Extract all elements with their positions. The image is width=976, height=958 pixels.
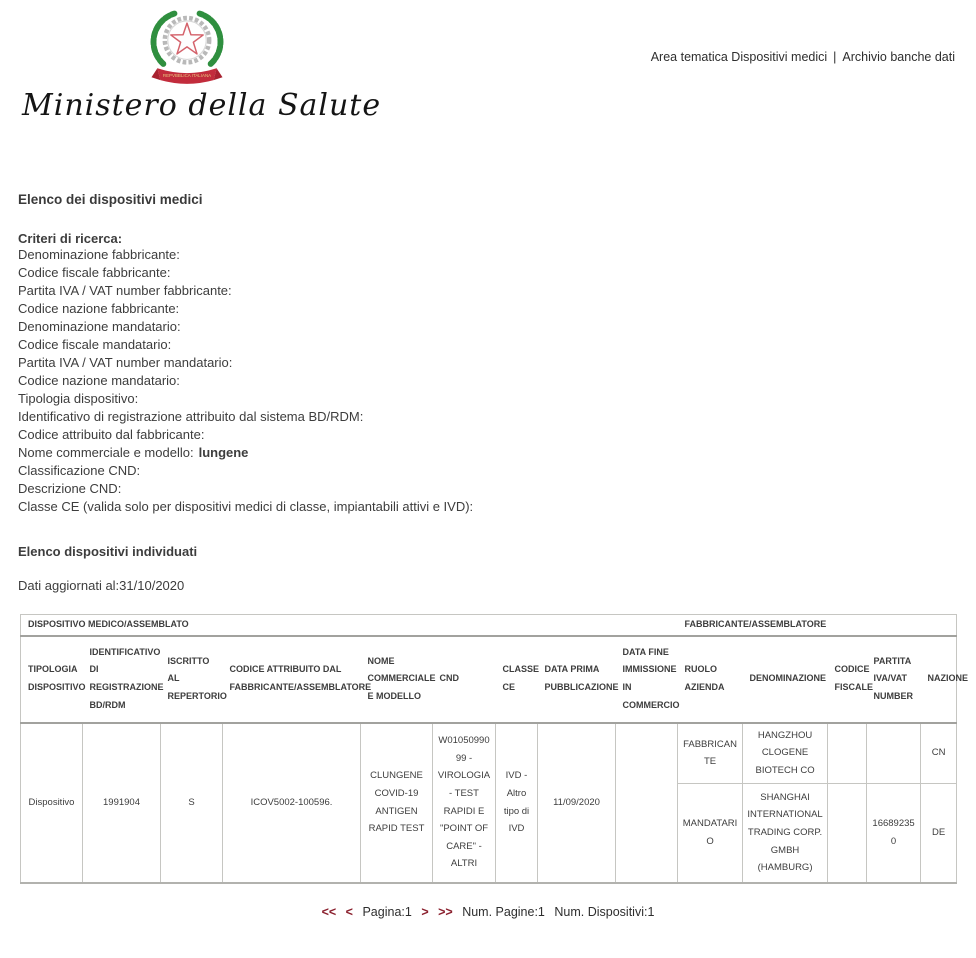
italy-emblem-icon <box>150 3 224 87</box>
cell-cnd: W0105099099 - VIROLOGIA - TEST RAPIDI E "POINT OF CARE" - ALTRI <box>433 723 496 883</box>
first-page-link[interactable]: << <box>321 904 337 919</box>
devices-table <box>20 614 969 884</box>
cell-iscritto: S <box>161 723 223 883</box>
criteria-line-codice-attribuito: Codice attribuito dal fabbricante: <box>18 427 205 442</box>
col-header-tipologia-dispositivo: TIPOLOGIA DISPOSITIVO <box>21 636 83 723</box>
prev-page-link[interactable]: < <box>345 904 353 919</box>
cell-codice-fiscale-mandatario <box>828 784 867 883</box>
col-header-identificativo-registrazione: IDENTIFICATIVO DI REGISTRAZIONE BD/RDM <box>83 636 161 723</box>
cell-classe-ce: IVD - Altro tipo di IVD <box>496 723 538 883</box>
cell-data-fine-immissione <box>616 723 678 883</box>
cell-denominazione-mandatario: SHANGHAI INTERNATIONAL TRADING CORP. GMBH (HAMBURG) <box>743 784 828 883</box>
col-header-classe-ce: CLASSE CE <box>496 636 538 723</box>
table-group-header-row <box>21 615 957 636</box>
criteria-line-denominazione-fabbricante: Denominazione fabbricante: <box>18 247 180 262</box>
top-nav <box>651 50 955 64</box>
col-header-nazione: NAZIONE <box>921 636 957 723</box>
cell-denominazione-fabbricante: HANGZHOU CLOGENE BIOTECH CO <box>743 723 828 784</box>
group-header-fabbricante: FABBRICANTE/ASSEMBLATORE <box>678 615 957 636</box>
top-nav-separator: | <box>833 50 837 64</box>
svg-text:REPVBBLICA ITALIANA: REPVBBLICA ITALIANA <box>162 73 212 79</box>
archivio-banche-dati-link[interactable]: Archivio banche dati <box>842 50 955 64</box>
data-updated-label: Dati aggiornati al:31/10/2020 <box>18 578 185 593</box>
col-header-codice-fabbricante: CODICE ATTRIBUITO DAL FABBRICANTE/ASSEMBLATORE <box>223 636 361 723</box>
cell-codice-fabbricante: ICOV5002-100596. <box>223 723 361 883</box>
area-tematica-link[interactable]: Area tematica Dispositivi medici <box>650 50 828 64</box>
col-header-cnd: CND <box>433 636 496 723</box>
criteria-line-tipologia-dispositivo: Tipologia dispositivo: <box>18 391 139 406</box>
last-page-link[interactable]: >> <box>438 904 453 919</box>
device-row-fabbricante <box>21 723 957 784</box>
cell-ruolo-fabbricante: FABBRICANTE <box>678 723 743 784</box>
page-title: Elenco dei dispositivi medici <box>18 192 203 207</box>
criteria-line-denominazione-mandatario: Denominazione mandatario: <box>18 319 181 334</box>
group-header-dispositivo: DISPOSITIVO MEDICO/ASSEMBLATO <box>21 615 678 636</box>
results-heading: Elenco dispositivi individuati <box>18 544 198 559</box>
ministry-logo-text: Ministero della Salute <box>22 88 382 123</box>
col-header-denominazione: DENOMINAZIONE <box>743 636 828 723</box>
cell-nazione-mandatario: DE <box>921 784 957 883</box>
page-header <box>0 0 976 130</box>
cell-nome-commerciale: CLUNGENE COVID-19 ANTIGEN RAPID TEST <box>361 723 433 883</box>
cell-identificativo: 1991904 <box>83 723 161 883</box>
col-header-codice-fiscale: CODICE FISCALE <box>828 636 867 723</box>
col-header-data-prima-pubblicazione: DATA PRIMA PUBBLICAZIONE <box>538 636 616 723</box>
criteria-line-codice-nazione-fabbricante: Codice nazione fabbricante: <box>18 301 180 316</box>
main-content <box>18 192 976 593</box>
criteria-line-classe-ce: Classe CE (valida solo per dispositivi medici di classe, impiantabili attivi e IVD): <box>18 499 474 514</box>
cell-partita-iva-mandatario: 166892350 <box>867 784 921 883</box>
criteria-line-codice-fiscale-fabbricante: Codice fiscale fabbricante: <box>18 265 171 280</box>
cell-partita-iva-fabbricante <box>867 723 921 784</box>
next-page-link[interactable]: > <box>421 904 429 919</box>
criteria-line-partita-iva-fabbricante: Partita IVA / VAT number fabbricante: <box>18 283 232 298</box>
criteria-line-partita-iva-mandatario: Partita IVA / VAT number mandatario: <box>18 355 233 370</box>
cell-data-prima-pubblicazione: 11/09/2020 <box>538 723 616 883</box>
num-pages-label: Num. Pagine:1 <box>462 904 545 919</box>
cell-nazione-fabbricante: CN <box>921 723 957 784</box>
cell-ruolo-mandatario: MANDATARIO <box>678 784 743 883</box>
criteria-line-classificazione-cnd: Classificazione CND: <box>18 463 141 478</box>
page-indicator: Pagina:1 <box>362 904 412 919</box>
criteria-heading: Criteri di ricerca: <box>18 231 123 246</box>
col-header-partita-iva: PARTITA IVA/VAT NUMBER <box>867 636 921 723</box>
cell-codice-fiscale-fabbricante <box>828 723 867 784</box>
criteria-value-nome-commerciale: lungene <box>198 445 249 460</box>
ministry-logo <box>22 3 382 123</box>
pagination <box>20 905 956 919</box>
criteria-line-identificativo-bdrdm: Identificativo di registrazione attribuito dal sistema BD/RDM: <box>18 409 364 424</box>
criteria-list <box>18 246 976 516</box>
col-header-ruolo-azienda: RUOLO AZIENDA <box>678 636 743 723</box>
col-header-iscritto-repertorio: ISCRITTO AL REPERTORIO <box>161 636 223 723</box>
num-devices-label: Num. Dispositivi:1 <box>554 904 655 919</box>
cell-tipologia: Dispositivo <box>21 723 83 883</box>
col-header-data-fine-immissione: DATA FINE IMMISSIONE IN COMMERCIO <box>616 636 678 723</box>
criteria-line-codice-fiscale-mandatario: Codice fiscale mandatario: <box>18 337 172 352</box>
criteria-line-descrizione-cnd: Descrizione CND: <box>18 481 122 496</box>
col-header-nome-commerciale: NOME COMMERCIALE E MODELLO <box>361 636 433 723</box>
table-column-header-row <box>21 636 957 723</box>
criteria-line-codice-nazione-mandatario: Codice nazione mandatario: <box>18 373 180 388</box>
criteria-line-nome-commerciale: Nome commerciale e modello: lungene <box>18 445 249 460</box>
